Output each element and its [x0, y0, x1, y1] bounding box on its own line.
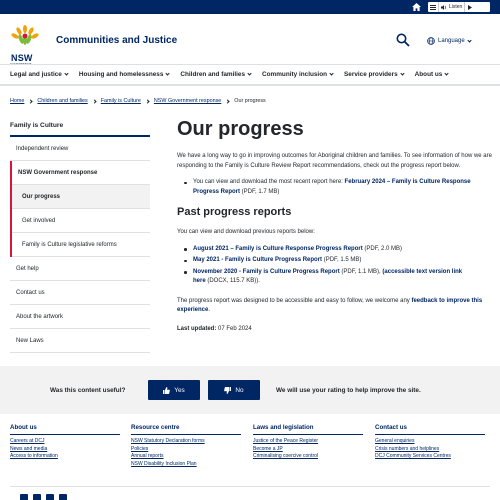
footer-column-laws-and-legislation — [253, 424, 363, 461]
nav-label: Children and families — [180, 71, 246, 78]
chevron-down-icon — [329, 71, 333, 75]
recent-report-link[interactable]: February 2024 – Family is Culture Response Progress Report — [193, 179, 471, 195]
sidebar-heading[interactable]: Family is Culture — [10, 122, 150, 137]
thumbs-up-icon — [163, 387, 170, 394]
breadcrumb — [10, 98, 266, 104]
listen-button[interactable] — [439, 2, 465, 12]
report-link-november-2020[interactable]: November 2020 - Family is Culture Progress Report — [193, 268, 340, 275]
feedback-link[interactable]: feedback to improve this experience — [177, 297, 483, 313]
intro-paragraph: We have a long way to go in improving outcomes for Aboriginal children and families. To see information of how we are responding to the Family is Culture Review Report recommendations, check out the progress report below. — [177, 153, 492, 169]
nav-about-us[interactable] — [415, 71, 449, 78]
file-size: (PDF, 1.7 MB) — [240, 188, 280, 195]
sidebar-item-contact-us[interactable]: Contact us — [10, 281, 150, 305]
footer-column-about-us — [10, 424, 120, 461]
list-item — [177, 178, 495, 197]
footer-link[interactable]: Access to information — [10, 453, 58, 460]
last-updated-date: 07 Feb 2024 — [216, 325, 252, 332]
footer-column-resource-centre — [131, 424, 241, 468]
language-label: Language — [438, 38, 465, 44]
nav-housing-and-homelessness[interactable] — [79, 71, 170, 78]
footer-column-contact-us — [375, 424, 485, 461]
nav-community-inclusion[interactable] — [262, 71, 333, 78]
page-title: Our progress — [177, 118, 304, 140]
accessible-version-link-here[interactable]: here — [193, 278, 206, 284]
logo-text: NSW — [11, 53, 33, 63]
utility-bar — [0, 0, 500, 14]
feedback-question: Was this content useful? — [50, 387, 126, 394]
feedback-no-label: No — [235, 386, 244, 394]
chevron-down-icon — [64, 71, 68, 75]
chevron-down-icon — [445, 71, 449, 75]
sidebar-item-new-laws[interactable]: New Laws — [10, 329, 150, 353]
globe-icon — [427, 37, 435, 45]
sidebar-item-get-involved[interactable]: Get involved — [12, 209, 150, 233]
site-header — [0, 14, 500, 64]
file-size: (PDF, 2.0 MB) — [362, 245, 403, 252]
footer-link[interactable]: NSW Disability Inclusion Plan — [131, 460, 197, 467]
list-item — [177, 268, 495, 287]
chevron-down-icon — [166, 71, 170, 75]
report-link-august-2021[interactable]: August 2021 – Family is Culture Response Progress Report — [193, 245, 363, 252]
footer-link[interactable]: General enquiries — [375, 438, 415, 444]
youtube-icon[interactable] — [59, 494, 67, 500]
list-item — [177, 256, 495, 266]
list-item — [177, 245, 495, 255]
past-reports-intro: You can view and download previous reports below: — [177, 229, 315, 235]
recent-prefix: You can view and download the most recent report here: — [193, 179, 345, 185]
footer-heading: Contact us — [375, 424, 485, 435]
feedback-suffix: . — [208, 307, 211, 313]
sidebar-item-independent-review[interactable]: Independent review — [10, 137, 150, 161]
chevron-down-icon — [400, 71, 404, 75]
footer-divider — [10, 486, 490, 487]
chevron-right-icon — [29, 99, 33, 103]
file-size: (PDF, 1.1 MB), — [339, 268, 383, 275]
thumbs-down-icon — [224, 387, 231, 394]
footer-heading: About us — [10, 424, 120, 435]
nav-label: Legal and justice — [10, 71, 62, 78]
footer-link[interactable]: DCJ Community Services Centres — [375, 453, 451, 460]
feedback-yes-label: Yes — [174, 386, 185, 394]
sidebar-item-nsw-government-response[interactable]: NSW Government response — [12, 161, 150, 185]
footer-link[interactable]: Annual reports — [131, 453, 164, 460]
chevron-right-icon — [145, 99, 149, 103]
social-links — [20, 494, 67, 500]
footer-heading: Resource centre — [131, 424, 241, 435]
nav-service-providers[interactable] — [344, 71, 404, 78]
menu-icon[interactable] — [428, 2, 439, 12]
feedback-yes-button[interactable] — [148, 380, 200, 400]
chevron-down-icon — [467, 38, 471, 42]
nav-label: About us — [414, 71, 443, 78]
language-selector[interactable] — [427, 36, 471, 46]
footer-heading: Laws and legislation — [253, 424, 363, 435]
sidebar-item-our-progress[interactable]: Our progress — [12, 185, 150, 209]
site-title[interactable]: Communities and Justice — [56, 35, 178, 46]
sidebar-item-about-the-artwork[interactable]: About the artwork — [10, 305, 150, 329]
report-link-may-2021[interactable]: May 2021 - Family is Culture Progress Report — [193, 257, 323, 263]
sidebar-item-legislative-reforms[interactable]: Family is Culture legislative reforms — [12, 233, 150, 257]
breadcrumb-current: Our progress — [234, 98, 266, 104]
chevron-right-icon — [226, 99, 230, 103]
breadcrumb-children-and-families[interactable]: Children and families — [37, 98, 88, 104]
feedback-band — [0, 366, 500, 414]
listen-widget[interactable] — [428, 2, 490, 12]
linkedin-icon[interactable] — [46, 494, 54, 500]
chevron-right-icon — [92, 99, 96, 103]
breadcrumb-home[interactable]: Home — [10, 98, 25, 104]
nav-label: Housing and homelessness — [78, 71, 164, 78]
main-content — [177, 118, 495, 332]
footer-link[interactable]: Policies — [131, 445, 149, 452]
home-icon[interactable] — [412, 3, 421, 11]
feedback-paragraph — [177, 297, 495, 316]
sidebar-active-group — [10, 161, 150, 257]
last-updated — [177, 326, 495, 332]
feedback-no-button[interactable] — [208, 380, 260, 400]
play-icon[interactable] — [465, 2, 474, 12]
sidebar-item-get-help[interactable]: Get help — [10, 257, 150, 281]
chevron-down-icon — [247, 71, 251, 75]
nav-legal-and-justice[interactable] — [10, 71, 68, 78]
feedback-note: We will use your rating to help improve the site. — [276, 387, 421, 394]
nav-label: Community inclusion — [262, 71, 328, 78]
breadcrumb-nsw-government-response[interactable]: NSW Government response — [153, 98, 222, 104]
file-size: (PDF, 1.5 MB) — [322, 257, 362, 263]
instagram-icon[interactable] — [33, 494, 41, 500]
facebook-icon[interactable] — [20, 494, 28, 500]
past-reports-heading: Past progress reports — [177, 206, 292, 218]
file-size: (DOCX, 115.7 KB)). — [205, 278, 260, 284]
footer-link[interactable]: Crisis numbers and helplines — [375, 445, 440, 452]
recent-report-list — [177, 178, 495, 197]
footer-link[interactable]: Careers at DCJ — [10, 438, 45, 444]
footer-link[interactable]: News and media — [10, 445, 48, 452]
search-icon[interactable] — [396, 33, 410, 47]
footer-link[interactable]: Justice of the Peace Register — [253, 438, 319, 444]
speaker-icon — [441, 5, 447, 10]
nav-label: Service providers — [344, 71, 398, 78]
footer-link[interactable]: NSW Statutory Declaration forms — [131, 438, 205, 444]
section-sidebar — [10, 122, 150, 353]
nav-children-and-families[interactable] — [180, 71, 251, 78]
footer-link[interactable]: Criminalising coercive control — [253, 453, 319, 460]
breadcrumb-family-is-culture[interactable]: Family is Culture — [100, 98, 141, 104]
site-footer — [0, 414, 500, 500]
footer-link[interactable]: Become a JP — [253, 445, 283, 452]
feedback-prefix: The progress report was designed to be accessible and easy to follow, we welcome any — [177, 297, 412, 304]
main-navigation — [0, 64, 500, 86]
past-report-list — [177, 245, 495, 287]
listen-label: Listen — [449, 4, 463, 10]
accessible-version-link[interactable]: (accessible text version link — [382, 268, 463, 275]
last-updated-label: Last updated: — [177, 325, 217, 332]
